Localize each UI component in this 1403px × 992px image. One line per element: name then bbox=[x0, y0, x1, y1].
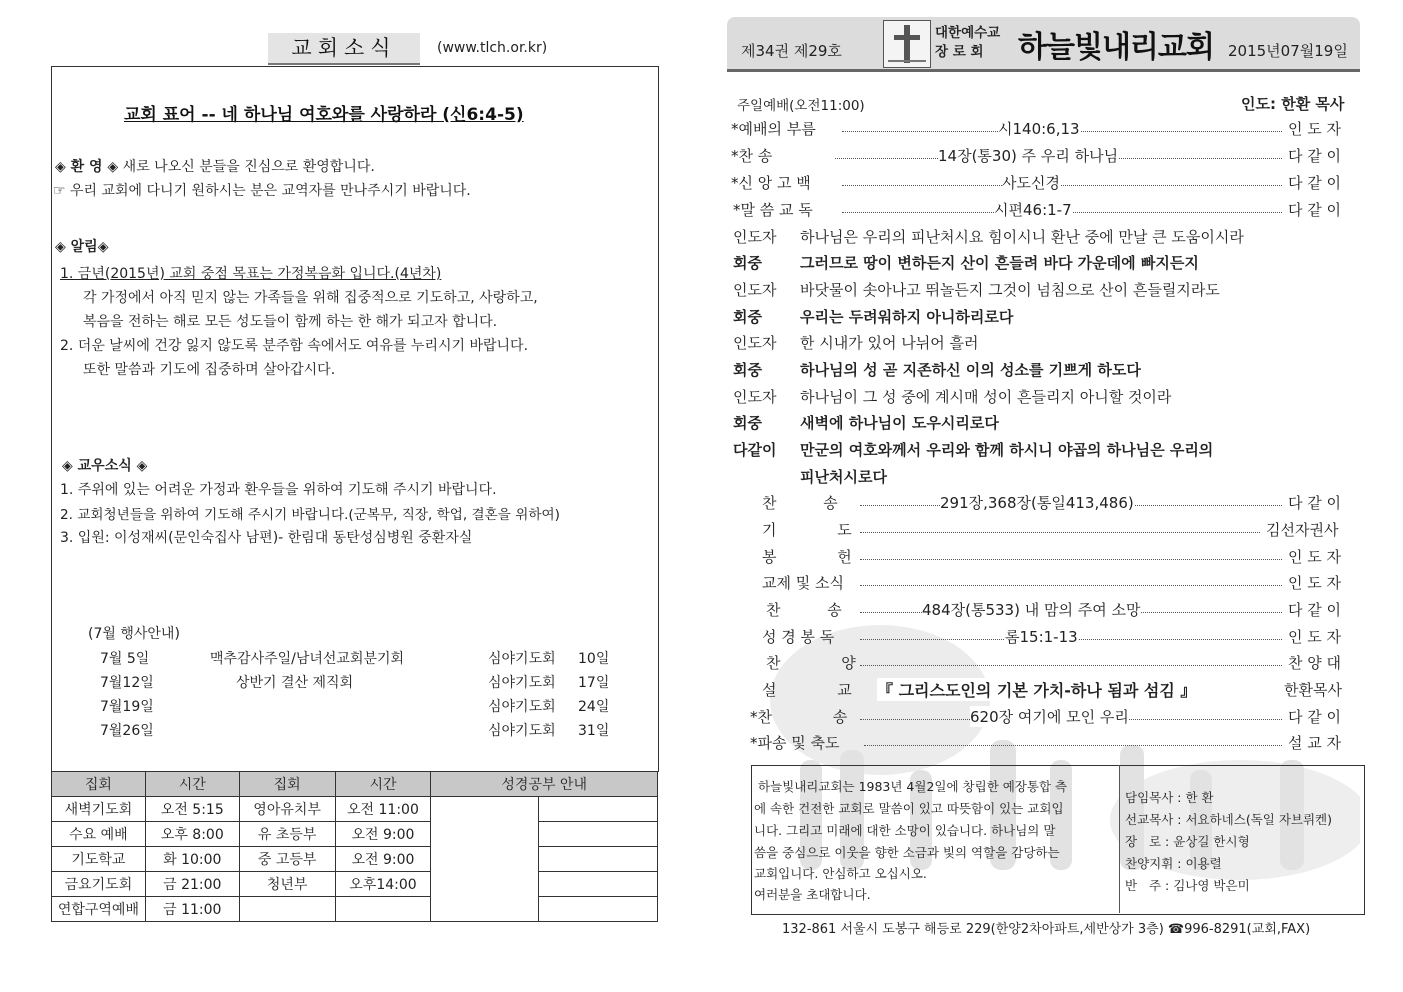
worship-detail: 291장,368장(통일413,486) bbox=[940, 494, 1134, 512]
leader-dots bbox=[864, 745, 1282, 746]
reading-text: 하나님은 우리의 피난처시요 힘이시니 환난 중에 만날 큰 도움이시라 bbox=[800, 228, 1244, 246]
worship-label: *찬 송 bbox=[731, 147, 773, 165]
worship-leader: 다 같 이 bbox=[1288, 601, 1342, 619]
reading-speaker: 회중 bbox=[733, 254, 762, 272]
church-motto: 교회 표어 -- 네 하나님 여호와를 사랑하라 (신6:4-5) bbox=[124, 105, 524, 125]
worship-detail: 사도신경 bbox=[1002, 174, 1060, 192]
reading-text: 바닷물이 솟아나고 뛰놀든지 그것이 넘침으로 산이 흔들릴지라도 bbox=[800, 281, 1220, 299]
table-cell: 청년부 bbox=[239, 872, 335, 897]
table-row bbox=[52, 897, 658, 922]
worship-label: *예배의 부름 bbox=[731, 120, 816, 138]
event-day: 17일 bbox=[578, 675, 610, 691]
event-day: 31일 bbox=[578, 723, 610, 739]
reading-speaker: 인도자 bbox=[733, 334, 777, 352]
table-cell: 영아유치부 bbox=[239, 797, 335, 822]
worship-label: 교제 및 소식 bbox=[762, 574, 844, 592]
table-cell: 오전 5:15 bbox=[145, 797, 239, 822]
worship-leader: 다 같 이 bbox=[1288, 201, 1342, 219]
leader-dots bbox=[860, 585, 1282, 586]
table-cell bbox=[239, 897, 335, 922]
reading-text: 새벽에 하나님이 도우시리로다 bbox=[800, 414, 999, 432]
notice-line: 또한 말씀과 기도에 집중하며 살아갑시다. bbox=[83, 362, 336, 378]
table-header: 시간 bbox=[145, 772, 239, 797]
info-divider bbox=[1119, 765, 1120, 913]
welcome-note: ☞ 우리 교회에 다니기 원하시는 분은 교역자를 만나주시기 바랍니다. bbox=[53, 183, 471, 199]
worship-label: *파송 및 축도 bbox=[750, 734, 840, 752]
event-prayer: 심야기도회 bbox=[488, 651, 556, 667]
staff-entry: 담임목사 : 한 환 bbox=[1125, 790, 1214, 805]
worship-detail: 620장 여기에 모인 우리 bbox=[970, 708, 1129, 726]
reading-text: 하나님의 성 곧 지존하신 이의 성소를 기쁘게 하도다 bbox=[800, 361, 1141, 379]
worship-label: 성 경 봉 독 bbox=[762, 628, 835, 646]
table-cell bbox=[335, 897, 431, 922]
table-cell bbox=[539, 847, 658, 872]
section-title: 교회소식 bbox=[268, 33, 420, 65]
event-prayer: 심야기도회 bbox=[488, 699, 556, 715]
table-cell: 금 11:00 bbox=[145, 897, 239, 922]
worship-detail: 롬15:1-13 bbox=[1005, 628, 1078, 646]
event-date: 7월12일 bbox=[100, 675, 154, 691]
leader-dots bbox=[860, 532, 1260, 533]
event-prayer: 심야기도회 bbox=[488, 675, 556, 691]
table-header-row bbox=[52, 772, 658, 797]
table-header: 시간 bbox=[335, 772, 431, 797]
intro-line: 하늘빛내리교회는 1983년 4월2일에 창립한 예장통합 측 bbox=[758, 779, 1068, 794]
worship-leader: 인 도 자 bbox=[1288, 628, 1342, 646]
reading-text: 한 시내가 있어 나뉘어 흘러 bbox=[800, 334, 979, 352]
worship-leader: 다 같 이 bbox=[1288, 708, 1342, 726]
table-header: 집회 bbox=[52, 772, 146, 797]
cross-icon bbox=[884, 21, 930, 67]
welcome-text: 새로 나오신 분들을 진심으로 환영합니다. bbox=[122, 159, 375, 175]
reading-text: 피난처시로다 bbox=[800, 468, 887, 486]
table-cell bbox=[539, 872, 658, 897]
table-cell: 오전 11:00 bbox=[335, 797, 431, 822]
table-cell: 유 초등부 bbox=[239, 822, 335, 847]
worship-label: *신 앙 고 백 bbox=[731, 174, 811, 192]
church-logo bbox=[883, 20, 931, 68]
reading-speaker: 인도자 bbox=[733, 388, 777, 406]
event-name: 맥추감사주일/남녀선교회분기회 bbox=[210, 651, 405, 667]
worship-leader: 인 도 자 bbox=[1288, 120, 1342, 138]
events-heading: (7월 행사안내) bbox=[88, 626, 180, 642]
reading-speaker: 회중 bbox=[733, 414, 762, 432]
table-cell: 중 고등부 bbox=[239, 847, 335, 872]
notice-line: 각 가정에서 아직 믿지 않는 가족들을 위해 집중적으로 기도하고, 사랑하고, bbox=[83, 290, 538, 306]
staff-entry: 선교목사 : 서요하네스(독일 자브뤼켄) bbox=[1125, 812, 1333, 827]
intro-line: 교회입니다. 안심하고 오십시오. bbox=[754, 866, 927, 881]
staff-entry: 반 주 : 김나영 박은미 bbox=[1125, 878, 1250, 893]
worship-label: *찬 송 bbox=[750, 708, 848, 726]
notice-line: 1. 금년(2015년) 교회 중점 목표는 가정복음화 입니다.(4년차) bbox=[60, 266, 442, 282]
member-news-line: 3. 입원: 이성재씨(문인숙집사 남편)- 한림대 동탄성심병원 중환자실 bbox=[60, 530, 473, 546]
denomination-line: 장 로 회 bbox=[935, 44, 984, 60]
intro-line: 에 속한 건전한 교회로 말씀이 있고 따뜻함이 있는 교회입 bbox=[754, 801, 1064, 816]
worship-leader: 한환목사 bbox=[1284, 681, 1342, 699]
worship-label: 찬 양 bbox=[766, 654, 856, 672]
bulletin-date: 2015년07월19일 bbox=[1228, 42, 1348, 60]
table-cell bbox=[539, 797, 658, 822]
welcome-heading: ◈ 환 영 ◈ bbox=[55, 159, 119, 175]
table-header: 성경공부 안내 bbox=[431, 772, 658, 797]
table-cell: 화 10:00 bbox=[145, 847, 239, 872]
website-url[interactable]: (www.tlch.or.kr) bbox=[437, 40, 548, 56]
reading-text: 우리는 두려워하지 아니하리로다 bbox=[800, 308, 1014, 326]
table-row bbox=[52, 872, 658, 897]
reading-text: 만군의 여호와께서 우리와 함께 하시니 야곱의 하나님은 우리의 bbox=[800, 441, 1214, 459]
member-news-line: 2. 교회청년들을 위하여 기도해 주시기 바랍니다.(군복무, 직장, 학업, 결혼을 위하여) bbox=[60, 507, 560, 523]
event-name: 상반기 결산 제직회 bbox=[236, 675, 354, 691]
reading-speaker: 회중 bbox=[733, 308, 762, 326]
event-day: 24일 bbox=[578, 699, 610, 715]
worship-leader: 다 같 이 bbox=[1288, 174, 1342, 192]
table-cell: 오전 9:00 bbox=[335, 822, 431, 847]
leader-dots bbox=[860, 665, 1282, 666]
table-cell bbox=[431, 797, 539, 922]
worship-leader: 다 같 이 bbox=[1288, 147, 1342, 165]
staff-entry: 장 로 : 윤상길 한시형 bbox=[1125, 834, 1250, 849]
member-news-line: 1. 주위에 있는 어려운 가정과 환우들을 위하여 기도해 주시기 바랍니다. bbox=[60, 482, 497, 498]
table-cell: 오전 9:00 bbox=[335, 847, 431, 872]
notice-line: 2. 더운 날씨에 건강 잃지 않도록 분주함 속에서도 여유를 누리시기 바랍니다. bbox=[60, 338, 529, 354]
table-cell: 오후14:00 bbox=[335, 872, 431, 897]
reading-speaker: 다같이 bbox=[733, 441, 777, 459]
table-cell: 금 21:00 bbox=[145, 872, 239, 897]
table-row bbox=[52, 797, 658, 822]
worship-label: 기 도 bbox=[762, 521, 852, 539]
event-date: 7월19일 bbox=[100, 699, 154, 715]
notice-heading: ◈ 알림◈ bbox=[55, 239, 109, 255]
service-leader: 인도: 한환 목사 bbox=[1241, 95, 1345, 113]
staff-entry: 찬양지휘 : 이용렬 bbox=[1125, 856, 1222, 871]
table-cell: 연합구역예배 bbox=[52, 897, 146, 922]
worship-leader: 찬 양 대 bbox=[1288, 654, 1342, 672]
reading-text: 그러므로 땅이 변하든지 산이 흔들려 바다 가운데에 빠지든지 bbox=[800, 254, 1199, 272]
table-cell bbox=[539, 897, 658, 922]
worship-leader: 설 교 자 bbox=[1288, 734, 1342, 752]
table-cell: 기도학교 bbox=[52, 847, 146, 872]
volume-number: 제34권 제29호 bbox=[741, 42, 842, 60]
reading-speaker: 인도자 bbox=[733, 281, 777, 299]
table-cell: 오후 8:00 bbox=[145, 822, 239, 847]
reading-speaker: 인도자 bbox=[733, 228, 777, 246]
notice-line: 복음을 전하는 해로 모든 성도들이 함께 하는 한 해가 되고자 합니다. bbox=[83, 314, 498, 330]
welcome-block bbox=[55, 156, 375, 176]
intro-line: 여러분을 초대합니다. bbox=[754, 887, 871, 902]
event-date: 7월 5일 bbox=[100, 651, 150, 667]
table-cell: 수요 예배 bbox=[52, 822, 146, 847]
denomination-line: 대한예수교 bbox=[935, 25, 1001, 41]
table-cell: 새벽기도회 bbox=[52, 797, 146, 822]
meeting-schedule-table bbox=[51, 771, 658, 922]
reading-speaker: 회중 bbox=[733, 361, 762, 379]
worship-label: 찬 송 bbox=[766, 601, 842, 619]
worship-label: 찬 송 bbox=[762, 494, 838, 512]
worship-label: 설 교 bbox=[762, 681, 852, 699]
event-date: 7월26일 bbox=[100, 723, 154, 739]
member-news-heading: ◈ 교우소식 ◈ bbox=[62, 458, 148, 474]
table-cell bbox=[539, 822, 658, 847]
worship-detail: 시140:6,13 bbox=[998, 120, 1080, 138]
worship-leader: 인 도 자 bbox=[1288, 574, 1342, 592]
table-row bbox=[52, 847, 658, 872]
sermon-title: 『 그리스도인의 기본 가치-하나 됨과 섬김 』 bbox=[877, 678, 1196, 701]
table-header: 집회 bbox=[239, 772, 335, 797]
table-row bbox=[52, 822, 658, 847]
intro-line: 씀을 중심으로 이웃을 향한 소금과 빛의 역할을 감당하는 bbox=[754, 845, 1060, 860]
table-cell: 금요기도회 bbox=[52, 872, 146, 897]
denomination bbox=[935, 24, 1000, 62]
event-day: 10일 bbox=[578, 651, 610, 667]
event-prayer: 심야기도회 bbox=[488, 723, 556, 739]
worship-leader: 김선자권사 bbox=[1266, 521, 1339, 539]
intro-line: 니다. 그리고 미래에 대한 소망이 있습니다. 하나님의 말 bbox=[754, 823, 1056, 838]
leader-dots bbox=[860, 559, 1282, 560]
church-name: 하늘빛내리교회 bbox=[1018, 30, 1214, 65]
worship-label: 봉 헌 bbox=[762, 548, 852, 566]
worship-detail: 484장(통533) 내 맘의 주여 소망 bbox=[922, 601, 1141, 619]
worship-detail: 14장(통30) 주 우리 하나님 bbox=[938, 147, 1119, 165]
church-address: 132-861 서울시 도봉구 해등로 229(한양2차아파트,세반상가 3층) ☎996-8291(교회,FAX) bbox=[782, 922, 1311, 937]
worship-detail: 시편46:1-7 bbox=[994, 201, 1072, 219]
service-title: 주일예배(오전11:00) bbox=[737, 98, 865, 114]
reading-text: 하나님이 그 성 중에 계시매 성이 흔들리지 아니할 것이라 bbox=[800, 388, 1172, 406]
leader-dots bbox=[842, 185, 1282, 186]
worship-label: *말 씀 교 독 bbox=[733, 201, 813, 219]
worship-leader: 다 같 이 bbox=[1288, 494, 1342, 512]
worship-leader: 인 도 자 bbox=[1288, 548, 1342, 566]
